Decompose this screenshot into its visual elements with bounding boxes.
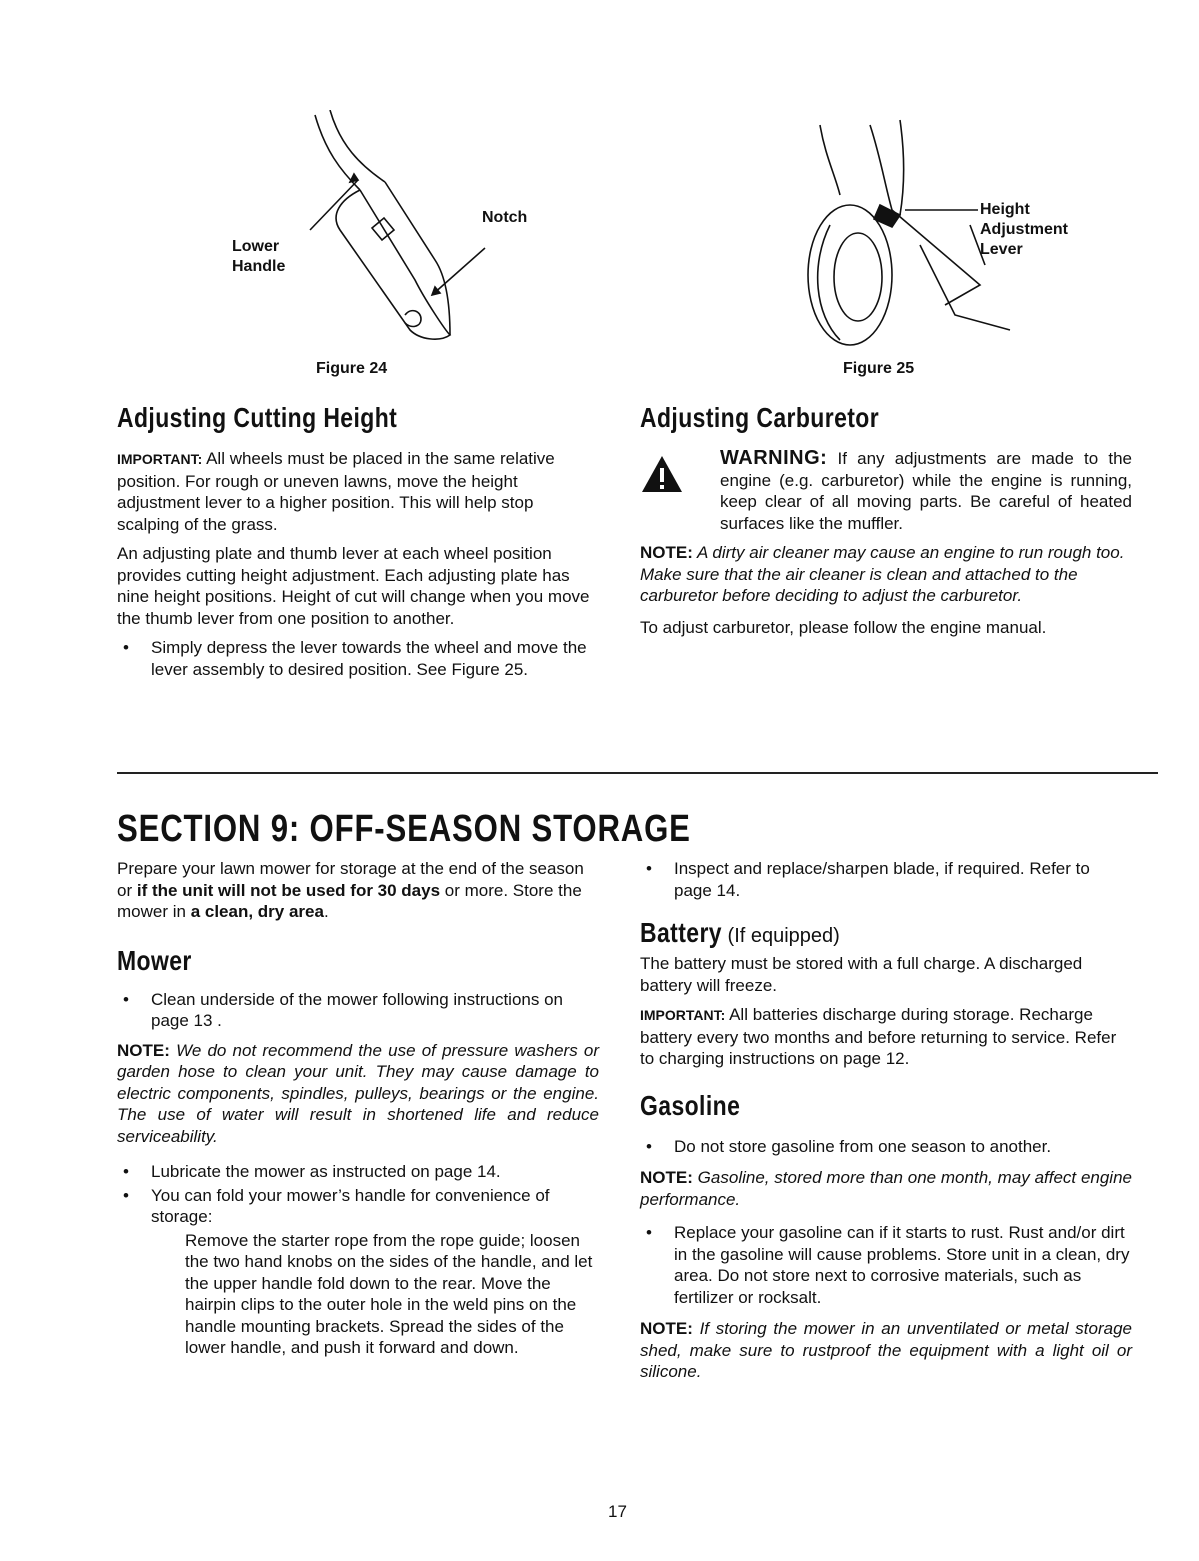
lower-handle-illustration	[200, 110, 560, 350]
cutting-paragraph-2: An adjusting plate and thumb lever at each wheel position provides cutting height adjustment. Each adjusting plate has nine height positions. Height of cut will change when you move the thumb lever from one position to another.	[117, 544, 590, 628]
gasoline-note-2	[640, 1318, 1132, 1383]
cutting-height-heading: Adjusting Cutting Height	[117, 402, 398, 433]
bullet-dot: •	[646, 859, 652, 878]
battery-title: Battery	[640, 917, 722, 948]
bullet-text: Replace your gasoline can if it starts to rust. Rust and/or dirt in the gasoline will cause problems. Store unit in a clean, dry area. Do not store next to corrosive materials, such as fertilizer or rocksalt.	[674, 1223, 1130, 1307]
bullet-dot: •	[123, 1162, 129, 1181]
note-label: NOTE:	[117, 1040, 170, 1060]
storage-intro	[117, 858, 599, 923]
warning-text: If any adjustments are made to the engine (e.g. carburetor) while the engine is running, keep clear of all moving parts. Be careful of heated surfaces like the muffler.	[720, 449, 1132, 533]
cutting-bullet-1	[117, 637, 597, 680]
page-number: 17	[608, 1502, 627, 1521]
intro-bold-clean-dry: a clean, dry area	[190, 902, 324, 921]
carburetor-paragraph: To adjust carburetor, please follow the engine manual.	[640, 617, 1047, 637]
blade-bullet	[640, 858, 1132, 901]
carburetor-section	[640, 402, 1132, 638]
note-text: If storing the mower in an unventilated or metal storage shed, make sure to rustproof the equipment with a light oil or silicone.	[640, 1319, 1132, 1381]
gasoline-bullet-1	[640, 1136, 1132, 1158]
note-text: A dirty air cleaner may cause an engine to run rough too. Make sure that the air cleaner is clean and attached to the carburetor before deciding to adjust the carburetor.	[640, 543, 1125, 605]
bullet-text: Clean underside of the mower following instructions on page 13 .	[151, 989, 564, 1030]
important-label: IMPORTANT:	[640, 1007, 726, 1023]
gasoline-bullet-2	[640, 1222, 1132, 1308]
figure-24	[200, 110, 560, 350]
bullet-text: Simply depress the lever towards the wheel and move the lever assembly to desired position. See Figure 25.	[151, 638, 587, 679]
important-text: All wheels must be placed in the same relative position. For rough or uneven lawns, move the height adjustment lever to a higher position. This will help stop scalping of the grass.	[117, 449, 555, 534]
notch-label: Notch	[482, 209, 528, 226]
note-label: NOTE:	[640, 1319, 693, 1338]
warning-paragraph	[720, 448, 1132, 534]
mower-heading: Mower	[117, 944, 192, 976]
bullet-dot: •	[123, 1185, 129, 1205]
cutting-height-section	[117, 402, 597, 680]
bullet-dot: •	[646, 1136, 652, 1156]
mower-bullet-1	[117, 989, 599, 1032]
battery-title-suffix: (If equipped)	[721, 925, 840, 947]
battery-important	[640, 1004, 1132, 1070]
storage-left-column	[117, 858, 599, 1359]
note-label: NOTE:	[640, 543, 693, 562]
gasoline-heading: Gasoline	[640, 1089, 741, 1121]
warning-block	[640, 448, 1132, 534]
mower-bullet-2	[117, 1161, 599, 1183]
carburetor-note	[640, 542, 1132, 607]
note-label: NOTE:	[640, 1168, 693, 1187]
intro-text-c: or more. Store the mower in	[117, 880, 582, 921]
cutting-important-paragraph	[117, 448, 597, 535]
storage-right-column	[640, 858, 1132, 1383]
fold-instructions: Remove the starter rope from the rope guide; loosen the two hand knobs on the sides of the handle, and let the upper handle fold down to the rear. Move the hairpin clips to the outer hole in the weld pins on the handle mounting brackets. Spread the sides of the lower handle, and push it forward and down.	[185, 1230, 593, 1357]
note-text: We do not recommend the use of pressure washers or garden hose to clean your unit. They may cause damage to electric components, spindles, pulleys, bearings or the engine. The use of water will result in shortened life and reduce serviceability.	[117, 1040, 599, 1146]
figure-25-caption: Figure 25	[843, 360, 915, 377]
lower-handle-label: Lower Handle	[232, 238, 286, 275]
battery-paragraph: The battery must be stored with a full charge. A discharged battery will freeze.	[640, 954, 1083, 995]
height-adjustment-lever-label: Height Adjustment Lever	[980, 201, 1068, 258]
note-text: Gasoline, stored more than one month, may affect engine performance.	[640, 1168, 1132, 1209]
bullet-dot: •	[646, 1223, 652, 1242]
figure-25	[780, 115, 1100, 355]
bullet-text: Do not store gasoline from one season to another.	[674, 1136, 1052, 1156]
bullet-dot: •	[123, 638, 129, 657]
mower-note	[117, 1040, 599, 1148]
mower-bullet-3	[117, 1185, 599, 1228]
section-9-heading: SECTION 9: OFF-SEASON STORAGE	[117, 808, 691, 850]
battery-heading	[640, 917, 1132, 949]
bullet-dot: •	[123, 989, 129, 1009]
important-text: All batteries discharge during storage. Recharge battery every two months and before returning to service. Refer to charging instructions on page 12.	[640, 1005, 1117, 1068]
bullet-text: Inspect and replace/sharpen blade, if required. Refer to page 14.	[674, 859, 1090, 900]
intro-text-e: .	[323, 902, 329, 921]
gasoline-note-1	[640, 1167, 1132, 1210]
intro-text-a: Prepare your lawn mower for storage at the end of the season or	[117, 859, 584, 900]
intro-bold-30-days: if the unit will not be used for 30 days	[136, 880, 441, 900]
bullet-text: Lubricate the mower as instructed on page 14.	[151, 1162, 501, 1181]
figure-24-caption: Figure 24	[316, 360, 388, 377]
warning-triangle-icon	[640, 454, 684, 494]
warning-label: WARNING:	[720, 447, 828, 469]
bullet-text: You can fold your mower’s handle for convenience of storage:	[151, 1185, 550, 1226]
important-label: IMPORTANT:	[117, 451, 203, 467]
section-divider	[117, 772, 1158, 774]
carburetor-heading: Adjusting Carburetor	[640, 402, 880, 433]
